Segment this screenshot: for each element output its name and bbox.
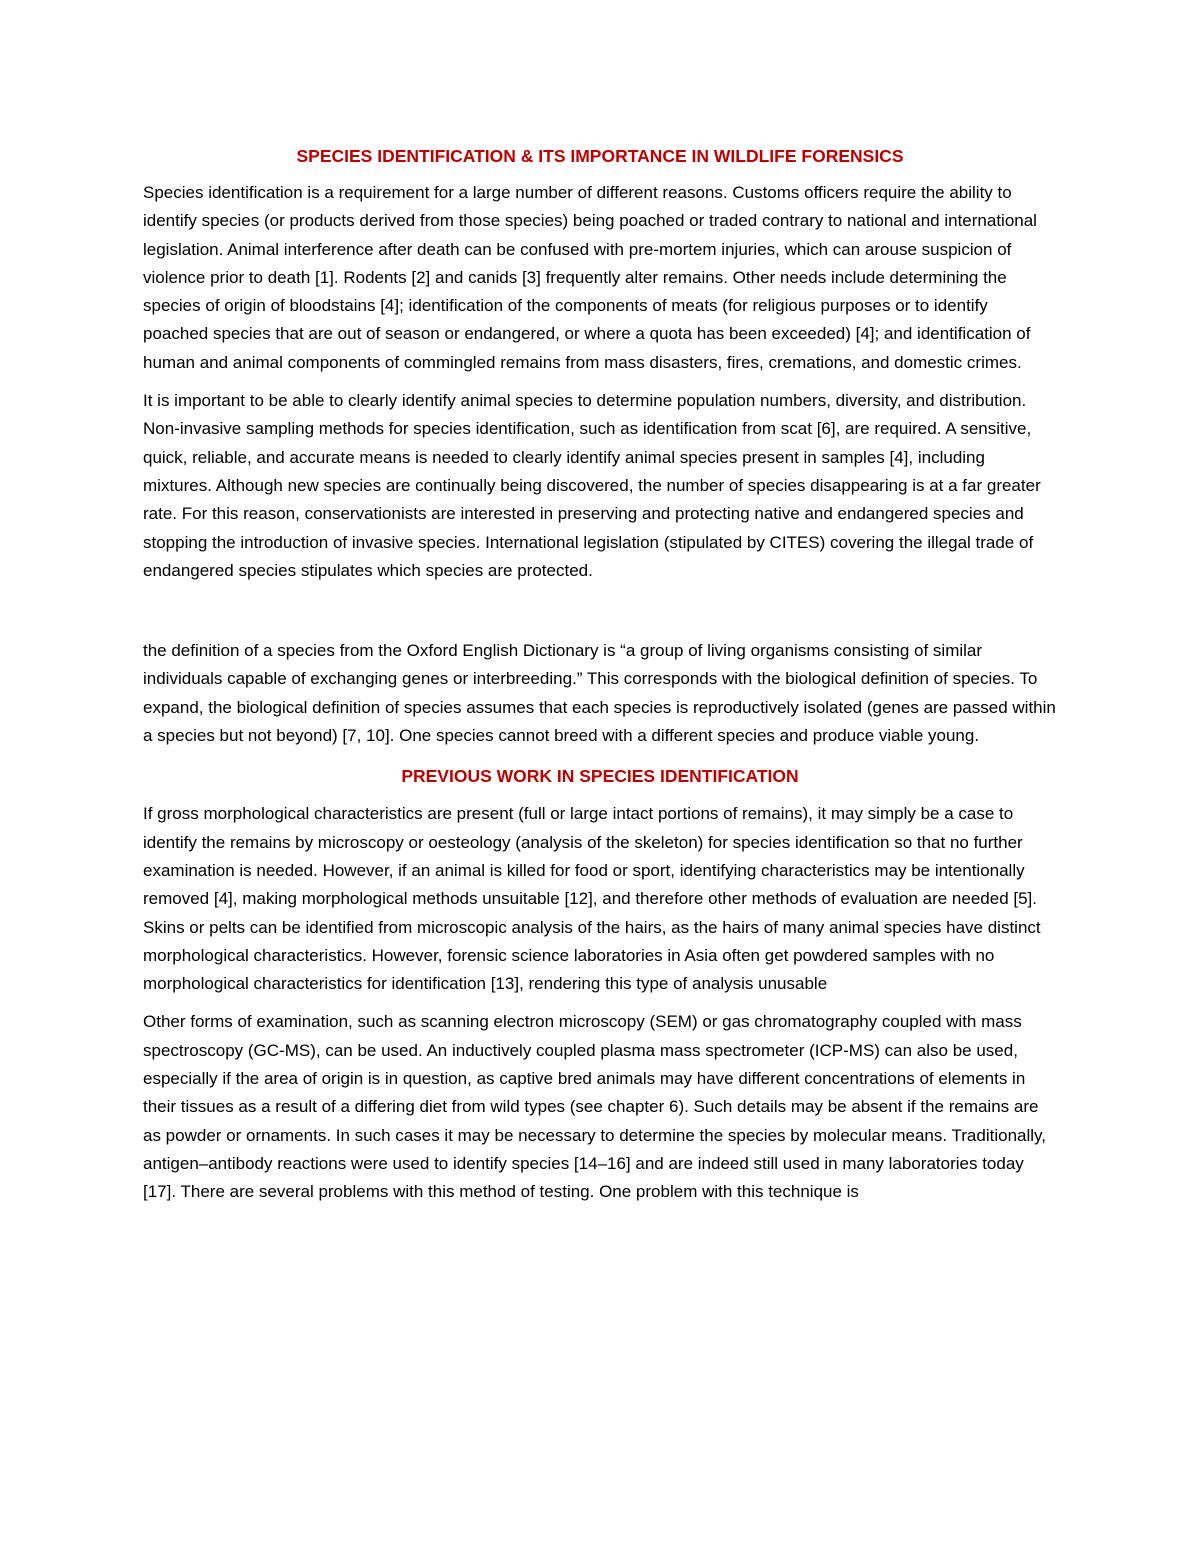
- paragraph-species-identification-reasons: Species identification is a requirement for a large number of different reasons. Customs officers require the ability to identify species (or products derived from those species) being poached or traded contrary to national and international legislation. Animal interference after death can be confused with pre-mortem injuries, which can arouse suspicion of violence prior to death [1]. Rodents [2] and canids [3] frequently alter remains. Other needs include determining the species of origin of bloodstains [4]; identification of the components of meats (for religious purposes or to identify poached species that are out of season or endangered, or where a quota has been exceeded) [4]; and identification of human and animal components of commingled remains from mass disasters, fires, cremations, and domestic crimes.: [143, 183, 1037, 372]
- section-heading-species-identification: SPECIES IDENTIFICATION & ITS IMPORTANCE IN WILDLIFE FORENSICS: [296, 146, 904, 166]
- section-heading-previous-work: PREVIOUS WORK IN SPECIES IDENTIFICATION: [401, 766, 799, 787]
- paragraph-population-identification: It is important to be able to clearly identify animal species to determine population numbers, diversity, and distribution. Non-invasive sampling methods for species identification, such as identification from scat [6], are required. A sensitive, quick, reliable, and accurate means is needed to clearly identify animal species present in samples [4], including mixtures. Although new species are continually being discovered, the number of species disappearing is at a far greater rate. For this reason, conservationists are interested in preserving and protecting native and endangered species and stopping the introduction of invasive species. International legislation (stipulated by CITES) covering the illegal trade of endangered species stipulates which species are protected.: [143, 391, 1041, 580]
- paragraph-species-definition: the definition of a species from the Oxford English Dictionary is “a group of living organisms consisting of similar individuals capable of exchanging genes or interbreeding.” This corresponds with the biological definition of species. To expand, the biological definition of species assumes that each species is reproductively isolated (genes are passed within a species but not beyond) [7, 10]. One species cannot breed with a different species and produce viable young.: [143, 641, 1056, 746]
- paragraph-other-examination-forms: Other forms of examination, such as scanning electron microscopy (SEM) or gas chromatography coupled with mass spectroscopy (GC-MS), can be used. An inductively coupled plasma mass spectrometer (ICP-MS) can also be used, especially if the area of origin is in question, as captive bred animals may have different concentrations of elements in their tissues as a result of a differing diet from wild types (see chapter 6). Such details may be absent if the remains are as powder or ornaments. In such cases it may be necessary to determine the species by molecular means. Traditionally, antigen–antibody reactions were used to identify species [14–16] and are indeed still used in many laboratories today [17]. There are several problems with this method of testing. One problem with this technique is: [143, 1012, 1047, 1202]
- document-body: [143, 142, 1057, 1217]
- paragraph-morphological-characteristics: If gross morphological characteristics are present (full or large intact portions of remains), it may simply be a case to identify the remains by microscopy or oesteology (analysis of the skeleton) for species identification so that no further examination is needed. However, if an animal is killed for food or sport, identifying characteristics may be intentionally removed [4], making morphological methods unsuitable [12], and therefore other methods of evaluation are needed [5]. Skins or pelts can be identified from microscopic analysis of the hairs, as the hairs of many animal species have distinct morphological characteristics. However, forensic science laboratories in Asia often get powdered samples with no morphological characteristics for identification [13], rendering this type of analysis unusable: [143, 804, 1041, 994]
